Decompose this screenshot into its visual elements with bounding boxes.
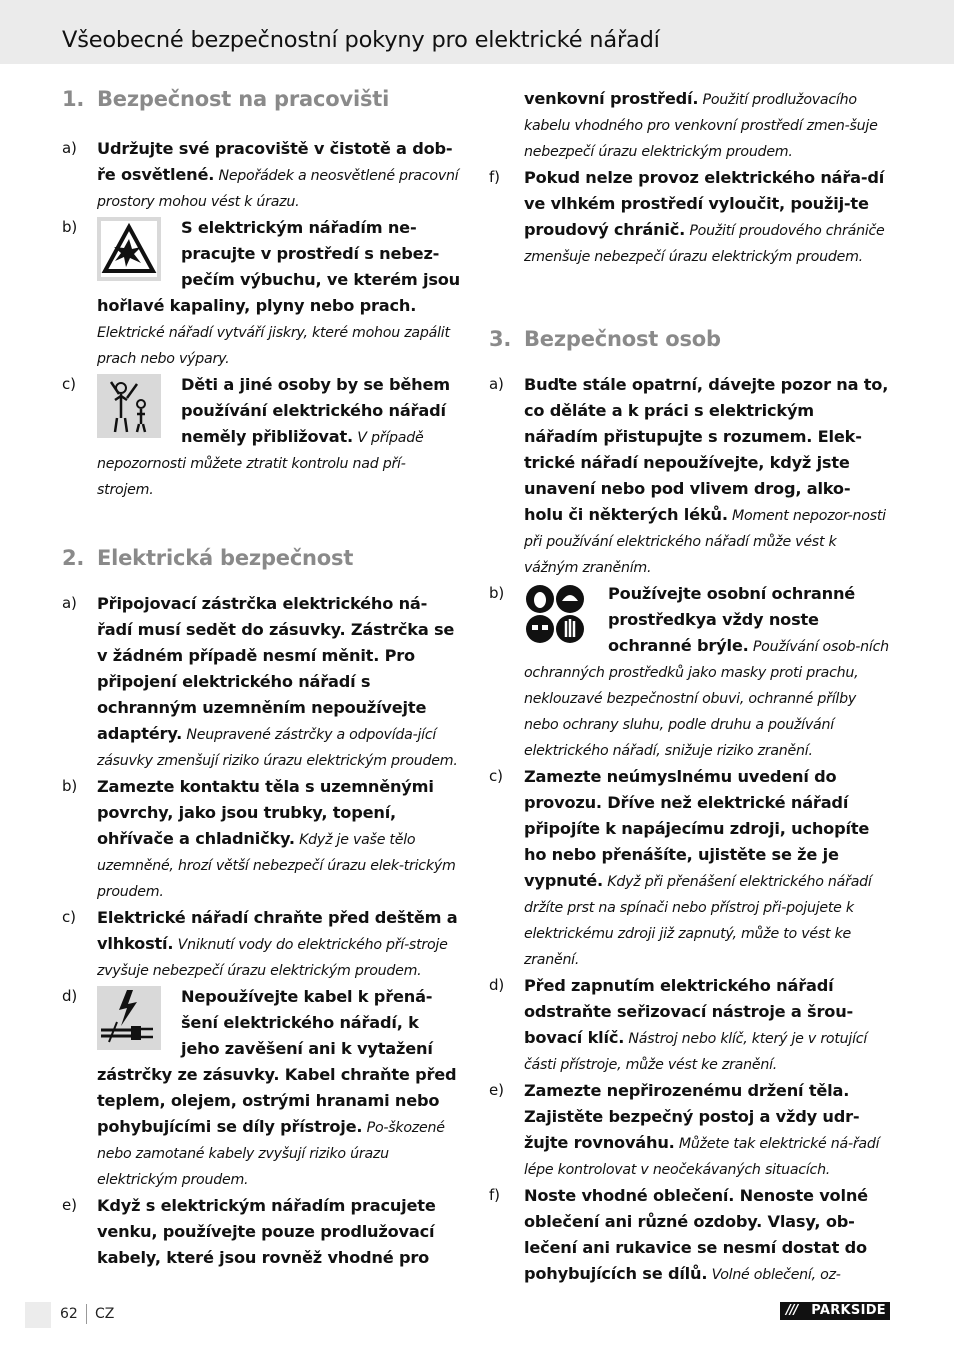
damaged-cable-icon [97,986,161,1050]
parkside-logo: /// PARKSIDE [780,1302,890,1320]
section-1-item-b: b) S elektrickým nářadím ne-pracujte v prostředí s nebez-pečím výbuchu, ve kterém jsou hořlavé kapaliny, plyny nebo prach. Elektrické nářadí vytváří jiskry, které mohou zapálit prach nebo výpary. [62,218,460,367]
section-3-item-e: e) Zamezte nepřirozenému držení těla. Zajistěte bezpečný postoj a vždy udr-žujte rovnováhu. Můžete tak elektrické ná-řadí lépe kontrolovat v neočekávaných situacích. [489,1081,880,1178]
section-3-item-f: f) Noste vhodné oblečení. Nenoste volné oblečení ani různé ozdoby. Vlasy, ob-lečení ani rukavice se nesmí dostat do pohybujících se dílů. Volné oblečení, oz- [489,1186,868,1283]
section-1-item-c: c) Děti a jiné osoby by se během používání elektrického nářadí neměly přibližovat. V případě nepozornosti můžete ztratit kontrolu nad pří-strojem. [62,375,450,498]
section-2-item-c: c) Elektrické nářadí chraňte před deštěm a vlhkostí. Vniknutí vody do elektrického pří-stroje zvyšuje nebezpečí úrazu elektrickým proudem. [62,908,458,979]
section-3-item-d: d) Před zapnutím elektrického nářadí odstraňte seřizovací nástroje a šrou-bovací klíč. Nástroj nebo klíč, který je v rotující části přístroje, může vést ke zranění. [489,976,868,1073]
footer-divider [86,1304,87,1324]
section-3-heading: 3. Bezpečnost osob [489,327,721,351]
left-column [62,82,462,1271]
section-2-item-e-continued: venkovní prostředí. Použití prodlužovacího kabelu vhodného pro venkovní prostředí zmen-šuje nebezpečí úrazu elektrickým proudem. [524,89,878,160]
section-3-item-a: a) Buďte stále opatrní, dávejte pozor na to, co děláte a k práci s elektrickým nářadím přistupujte s rozumem. Elek-trické nářadí nepoužívejte, když jste unavení nebo pod vlivem drog, alko-holu či některých léků. Moment nepozor-nosti při používání elektrického nářadí může vést k vážným zraněním. [489,375,889,576]
section-2-item-a: a) Připojovací zástrčka elektrického ná-řadí musí sedět do zásuvky. Zástrčka se v žádném případě nesmí měnit. Pro připojení elektrického nářadí s ochranným uzemněním nepoužívejte adaptéry. Neupravené zástrčky a odpovída-jící zásuvky zmenšují riziko úrazu elektrickým proudem. [62,594,458,769]
section-3-item-c: c) Zamezte neúmyslnému uvedení do provozu. Dříve než elektrické nářadí připojíte k napájecímu zdroji, uchopíte ho nebo přenášíte, ujistěte se že je vypnuté. Když při přenášení elektrického nářadí držíte prst na spínači nebo přístroj při-pojujete k elektrickému zdroji již zapnutý, může to vést ke zranění. [489,767,872,968]
explosion-warning-icon [97,217,161,281]
section-2-item-d: d) Nepoužívejte kabel k přená-šení elektrického nářadí, k jeho zavěšení ani k vytažení zástrčky ze zásuvky. Kabel chraňte před teplem, olejem, ostrými hranami nebo pohybujícími se díly přístroje. Po-škozené nebo zamotané kabely zvyšují riziko úrazu elektrickým proudem. [62,987,457,1188]
page-title: Všeobecné bezpečnostní pokyny pro elektrické nářadí [62,27,660,53]
page-number: 62 [60,1306,78,1322]
protective-equipment-icon [524,583,588,647]
right-column [489,86,889,1288]
section-2-item-e: e) Když s elektrickým nářadím pracujete venku, používejte pouze prodlužovací kabely, které jsou rovněž vhodné pro [62,1196,436,1267]
footer-marker [25,1302,51,1328]
language-code: CZ [95,1306,115,1322]
page-header [0,0,954,64]
section-2-item-b: b) Zamezte kontaktu těla s uzemněnými povrchy, jako jsou trubky, topení, ohřívače a chladničky. Když je vaše tělo uzemněné, hrozí větší nebezpečí úrazu elek-trickým proudem. [62,777,456,900]
section-1-item-a: a) Udržujte své pracoviště v čistotě a dob-ře osvětlené. Nepořádek a neosvětlené pracovní prostory mohou vést k úrazu. [62,139,459,210]
section-2-heading: 2. Elektrická bezpečnost [62,546,354,570]
section-2-item-f: f) Pokud nelze provoz elektrického nářa-dí ve vlhkém prostředí vyloučit, použij-te proudový chránič. Použití proudového chrániče zmenšuje nebezpečí úrazu elektrickým proudem. [489,168,885,265]
keep-children-away-icon [97,374,161,438]
section-1-heading: 1. Bezpečnost na pracovišti [62,87,390,111]
section-3-item-b: b) Používejte osobní ochranné prostředkya vždy noste ochranné brýle. Používání osob-ních ochranných prostředků jako masky proti prachu, neklouzavé bezpečnostní obuvi, ochranné přílby nebo ochrany sluhu, podle druhu a používání elektrického nářadí, snižuje riziko zranění. [489,584,889,759]
